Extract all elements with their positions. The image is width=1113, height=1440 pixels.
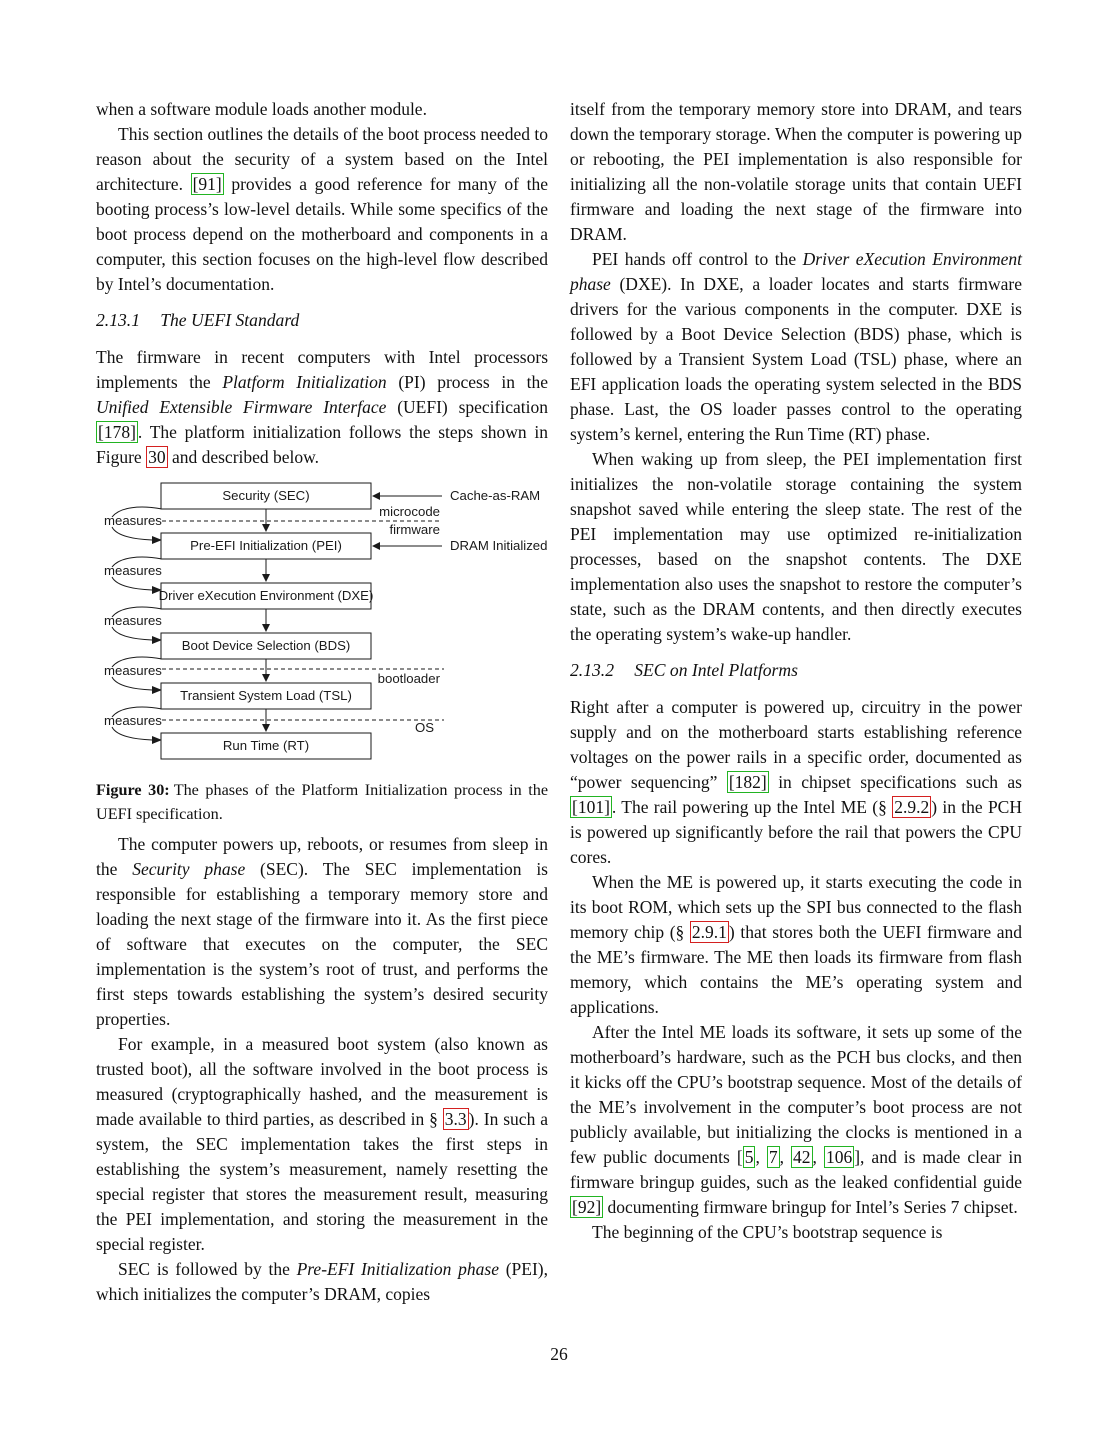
measures-label: measures — [104, 613, 162, 628]
paragraph: Right after a computer is powered up, circuitry in the power supply and on the motherboard starts establishing reference voltages on the power rails in a specific order, documented as “power sequencing” [182] in chipset specifications such as [101] . The rail powering up the Intel ME (§ 2.9.2 ) in the PCH is powered up significantly before the rail that powers the CPU cores. — [570, 697, 1022, 867]
flow-box-boot-device-selection-bds — [161, 633, 371, 659]
flow-box-pre-efi-initialization-pei — [161, 533, 371, 559]
measures-label: measures — [104, 713, 162, 728]
os-label: OS — [414, 720, 434, 735]
flow-box-label: Transient System Load (TSL) — [180, 688, 352, 703]
figure-30-diagram — [96, 475, 548, 767]
paragraph: PEI hands off control to the Driver eXecution Environment phase (DXE). In DXE, a loader locates and starts firmware drivers for the various components in the computer. DXE is followed by a Boot Device Selection (BDS) phase, which is followed by a Transient System Load (TSL) phase, where an EFI application loads the operating system selected in the BDS phase. Last, the OS loader passes control to the operating system’s kernel, entering the Run Time (RT) phase. — [570, 249, 1022, 444]
paragraph: When the ME is powered up, it starts executing the code in its boot ROM, which sets up the SPI bus connected to the flash memory chip (§ 2.9.1 ) that stores both the UEFI firmware and the ME’s firmware. The ME then loads its firmware from flash memory, which contains the ME’s operating system and applications. — [570, 872, 1022, 1017]
paragraph: The beginning of the CPU’s bootstrap sequence is — [592, 1222, 943, 1242]
section-number: 2.13.2 — [570, 660, 614, 680]
paragraph: when a software module loads another module. — [96, 99, 427, 119]
paragraph: This section outlines the details of the boot process needed to reason about the security of a system based on the Intel architecture. [91] provides a good reference for many of the booting process’s low-level details. While some specifics of the boot process depend on the motherboard and components in a computer, this section focuses on the high-level flow described by Intel’s documentation. — [96, 124, 548, 294]
figure-30-caption — [96, 779, 548, 826]
figure-caption-label: Figure 30: — [96, 781, 170, 799]
measures-annotations — [104, 507, 162, 744]
paragraph: For example, in a measured boot system (also known as trusted boot), all the software involved in the boot process is measured (cryptographically hashed, and the measurement is made available to third parties, as described in § 3.3 ). In such a system, the SEC implementation takes the first steps in establishing the system’s measurement, namely resetting the special register that stores the measurement result, measuring the PEI implementation, and storing the measurement in the special register. — [96, 1034, 548, 1254]
measures-label: measures — [104, 663, 162, 678]
flow-box-label: Boot Device Selection (BDS) — [181, 638, 351, 653]
cache-as-ram-label: Cache-as-RAM — [450, 488, 541, 503]
dram-initialized-label: DRAM Initialized — [450, 538, 548, 553]
figure-caption-text: The phases of the Platform Initialization process in the UEFI specification. — [96, 781, 549, 823]
flow-box-label: Run Time (RT) — [222, 738, 310, 753]
flow-box-transient-system-load-tsl — [161, 683, 371, 709]
left-column — [96, 97, 548, 1307]
paragraph: The firmware in recent computers with Intel processors implements the Platform Initialization (PI) process in the Unified Extensible Firmware Interface (UEFI) specification [178] . The platform initialization follows the steps shown in Figure 30 and described below. — [96, 347, 548, 467]
paragraph: SEC is followed by the Pre-EFI Initialization phase (PEI), which initializes the computer’s DRAM, copies — [96, 1259, 549, 1304]
paragraph: The computer powers up, reboots, or resumes from sleep in the Security phase (SEC). The SEC implementation is responsible for establishing a temporary memory store and loading the next stage of the firmware into it. As the first piece of software that executes on the computer, the SEC implementation is the system’s root of trust, and performs the first steps towards establishing the system’s desired security properties. — [96, 834, 548, 1029]
figure-30 — [96, 475, 548, 826]
paragraph: itself from the temporary memory store into DRAM, and tears down the temporary storage. When the computer is powering up or rebooting, the PEI implementation is also responsible for initializing all the non-volatile storage units that contain UEFI firmware and loading the next stage of the firmware into DRAM. — [570, 99, 1022, 244]
paragraph: When waking up from sleep, the PEI implementation first initializes the non-volatile storage containing the system snapshot saved while entering the sleep state. The rest of the PEI implementation may use optimized re-initialization processes, based on the snapshot contents. The DXE implementation also uses the snapshot to restore the computer’s state, such as the DRAM contents, and then directly executes the operating system’s wake-up handler. — [570, 449, 1022, 644]
section-title: The UEFI Standard — [160, 310, 300, 330]
right-column — [570, 97, 1022, 1245]
flow-box-label: Security (SEC) — [222, 488, 310, 503]
flow-box-label: Pre-EFI Initialization (PEI) — [190, 538, 342, 553]
bootloader-label: bootloader — [377, 671, 440, 686]
measures-label: measures — [104, 563, 162, 578]
measures-label: measures — [104, 513, 162, 528]
page-number: 26 — [550, 1344, 568, 1364]
flow-box-security-sec — [161, 483, 371, 509]
section-number: 2.13.1 — [96, 310, 140, 330]
section-title: SEC on Intel Platforms — [634, 660, 798, 680]
microcode-label: microcode — [379, 504, 440, 519]
section-heading-2-13-1 — [96, 308, 548, 333]
right-annotations — [372, 488, 547, 735]
section-heading-2-13-2 — [570, 658, 1022, 683]
flow-box-driver-execution-environment-dxe — [159, 583, 374, 609]
firmware-label: firmware — [389, 522, 440, 537]
flow-box-label: Driver eXecution Environment (DXE) — [158, 588, 374, 603]
paragraph: After the Intel ME loads its software, it sets up some of the motherboard’s hardware, such as the PCH bus clocks, and then it kicks off the CPU’s bootstrap sequence. Most of the details of the ME’s involvement in the computer’s boot process are not publicly available, but initializing the clocks is mentioned in a few public documents [ 5 , 7 , 42 , 106 ], and is made clear in firmware bringup guides, such as the leaked confidential guide [92] documenting firmware bringup for Intel’s Series 7 chipset. — [570, 1022, 1022, 1217]
flow-box-run-time-rt — [161, 733, 371, 759]
